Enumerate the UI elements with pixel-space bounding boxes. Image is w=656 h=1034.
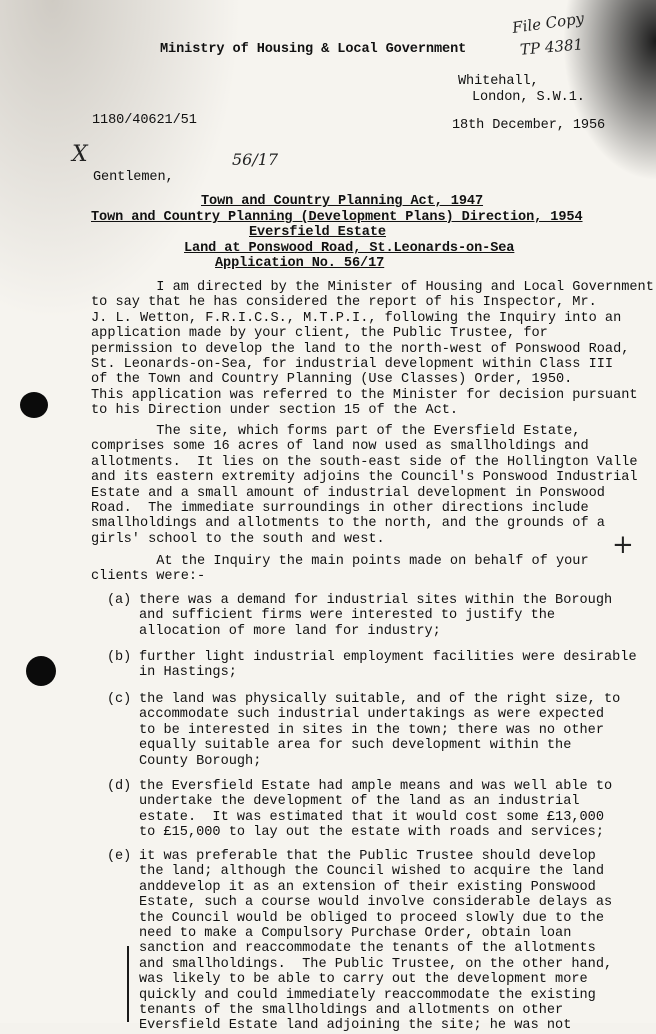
handwritten-application-number: 56/17	[232, 150, 279, 169]
point-d-label: (d)	[107, 779, 132, 794]
punch-hole-top	[20, 392, 48, 418]
heading-direction: Town and Country Planning (Development Plans) Direction, 1954	[91, 210, 583, 225]
paragraph-introduction: I am directed by the Minister of Housing and Local Government to say that he has considered the report of his Inspector, Mr. J. L. Wetton, F.R.I.C.S., M.T.P.I., following the Inquiry into an application made by your client, the Public Trustee, for permission to develop the land to the north-west of Ponswood Road, St. Leonards-on-Sea, for industrial development within Class III of the Town and Country Planning (Use Classes) Order, 1950. This application was referred to the Minister for decision pursuant to his Direction under section 15 of the Act.	[91, 280, 654, 419]
heading-application: Application No. 56/17	[215, 256, 385, 271]
point-c-label: (c)	[107, 692, 132, 707]
point-d-text: the Eversfield Estate had ample means and was well able to undertake the development of the land as an industrial estate. It was estimated that it would cost some £13,000 to £15,000 to lay out the estate with roads and services;	[139, 779, 613, 841]
punch-hole-bottom	[26, 656, 56, 686]
heading-act: Town and Country Planning Act, 1947	[201, 194, 484, 209]
paragraph-site-description: The site, which forms part of the Eversfield Estate, comprises some 16 acres of land now used as smallholdings and allotments. It lies on the south-east side of the Hollington Valle and its eastern extremity adjoins the Council's Ponswood Industrial Estate and a small amount of industrial development in Ponswood Road. The immediate surroundings in other directions include smallholdings and allotments to the north, and the grounds of a girls' school to the south and west.	[91, 424, 638, 547]
point-a-text: there was a demand for industrial sites within the Borough and sufficient firms were interested to justify the allocation of more land for industry;	[139, 593, 613, 639]
letter-date: 18th December, 1956	[452, 118, 606, 133]
salutation: Gentlemen,	[93, 170, 174, 185]
point-b-text: further light industrial employment facilities were desirable in Hastings;	[139, 650, 637, 681]
point-e-text: it was preferable that the Public Trustee should develop the land; although the Council wished to acquire the land anddevelop it as an extension of their existing Ponswood Estate, such a course would involve considerable delays as the Council would be obliged to proceed slowly due to the need to make a Compulsory Purchase Order, obtain loan sanction and reaccommodate the tenants of the allotments and smallholdings. The Public Trustee, on the other hand, was likely to be able to carry out the development more quickly and could immediately reaccommodate the existing tenants of the smallholdings and allotments on other Eversfield Estate land adjoining the site; he was not	[139, 849, 613, 1034]
handwritten-reference: TP 4381	[519, 35, 584, 59]
point-a-label: (a)	[107, 593, 132, 608]
handwritten-file-copy-note: File Copy	[511, 9, 586, 37]
point-c-text: the land was physically suitable, and of the right size, to accommodate such industrial undertakings as were expected to be interested in sites in the town; there was no other equally suitable area for such development within the County Borough;	[139, 692, 621, 769]
ministry-name: Ministry of Housing & Local Government	[160, 42, 467, 57]
point-b-label: (b)	[107, 650, 132, 665]
point-e-label: (e)	[107, 849, 132, 864]
address-line-2: London, S.W.1.	[472, 90, 585, 105]
paragraph-inquiry-points-intro: At the Inquiry the main points made on behalf of your clients were:-	[91, 554, 589, 585]
heading-land: Land at Ponswood Road, St.Leonards-on-Sea	[184, 241, 515, 256]
handwritten-cross-mark: +	[612, 530, 634, 560]
address-line-1: Whitehall,	[458, 74, 539, 89]
handwritten-x-mark: X	[72, 142, 88, 167]
reference-number: 1180/40621/51	[92, 113, 197, 128]
margin-marker-line	[127, 946, 129, 1022]
heading-estate: Eversfield Estate	[249, 225, 386, 240]
